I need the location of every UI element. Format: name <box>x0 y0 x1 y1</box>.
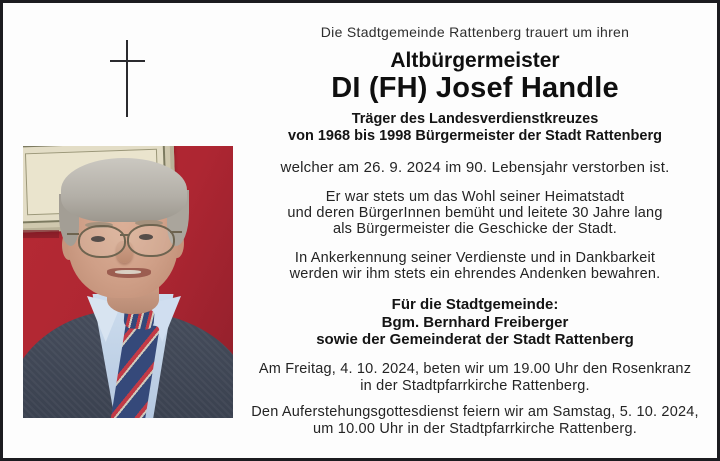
portrait-photo <box>23 146 233 418</box>
signature-block <box>235 296 715 349</box>
tribute2-line-1: In Ankerkennung seiner Verdienste und in Dankbarkeit <box>294 250 656 266</box>
service-paragraph <box>235 404 715 437</box>
signature-heading: Für die Stadtgemeinde: <box>391 296 559 313</box>
role-title: Altbürgermeister <box>390 49 560 72</box>
honor-line-2: von 1968 bis 1998 Bürgermeister der Stadt Rattenberg <box>288 128 662 144</box>
gray-hair <box>61 158 187 222</box>
glasses-temple-right <box>170 231 182 233</box>
cross-vertical-bar <box>126 40 128 117</box>
glasses-lens-left <box>78 225 126 258</box>
rosary-line-2: in der Stadtpfarrkirche Rattenberg. <box>360 377 590 394</box>
glasses-lens-right <box>127 224 175 257</box>
memorial-cross-icon <box>110 40 145 117</box>
wall-stripe <box>23 230 59 238</box>
cross-horizontal-bar <box>110 60 145 62</box>
death-line: welcher am 26. 9. 2024 im 90. Lebensjahr verstorben ist. <box>280 159 670 176</box>
notice-text-column <box>235 0 715 461</box>
service-line-2: um 10.00 Uhr in der Stadtpfarrkirche Rattenberg. <box>313 420 637 437</box>
tribute2-line-2: werden wir ihm stets ein ehrendes Andenken bewahren. <box>289 266 661 282</box>
tribute-paragraph-2 <box>235 250 715 282</box>
council-line: sowie der Gemeinderat der Stadt Rattenberg <box>316 331 634 348</box>
service-line-1: Den Auferstehungsgottesdienst feiern wir am Samstag, 5. 10. 2024, <box>251 404 699 420</box>
rosary-paragraph <box>235 361 715 394</box>
honors-block <box>235 111 715 145</box>
signer-name: Bgm. Bernhard Freiberger <box>381 313 569 331</box>
glasses-temple-left <box>67 233 79 235</box>
tribute-paragraph-1 <box>235 189 715 237</box>
glasses-bridge <box>120 234 129 236</box>
deceased-name: DI (FH) Josef Handle <box>331 72 619 104</box>
rosary-line-1: Am Freitag, 4. 10. 2024, beten wir um 19.00 Uhr den Rosenkranz <box>258 361 692 377</box>
tribute1-line-1: Er war stets um das Wohl seiner Heimatstadt <box>325 189 625 205</box>
intro-line: Die Stadtgemeinde Rattenberg trauert um ihren <box>320 24 630 40</box>
tribute1-line-3: als Bürgermeister die Geschicke der Stadt. <box>332 221 618 237</box>
honor-line-1: Träger des Landesverdienstkreuzes <box>351 111 599 127</box>
teeth <box>115 270 141 274</box>
tribute1-line-2: und deren BürgerInnen bemüht und leitete 30 Jahre lang <box>287 205 663 221</box>
